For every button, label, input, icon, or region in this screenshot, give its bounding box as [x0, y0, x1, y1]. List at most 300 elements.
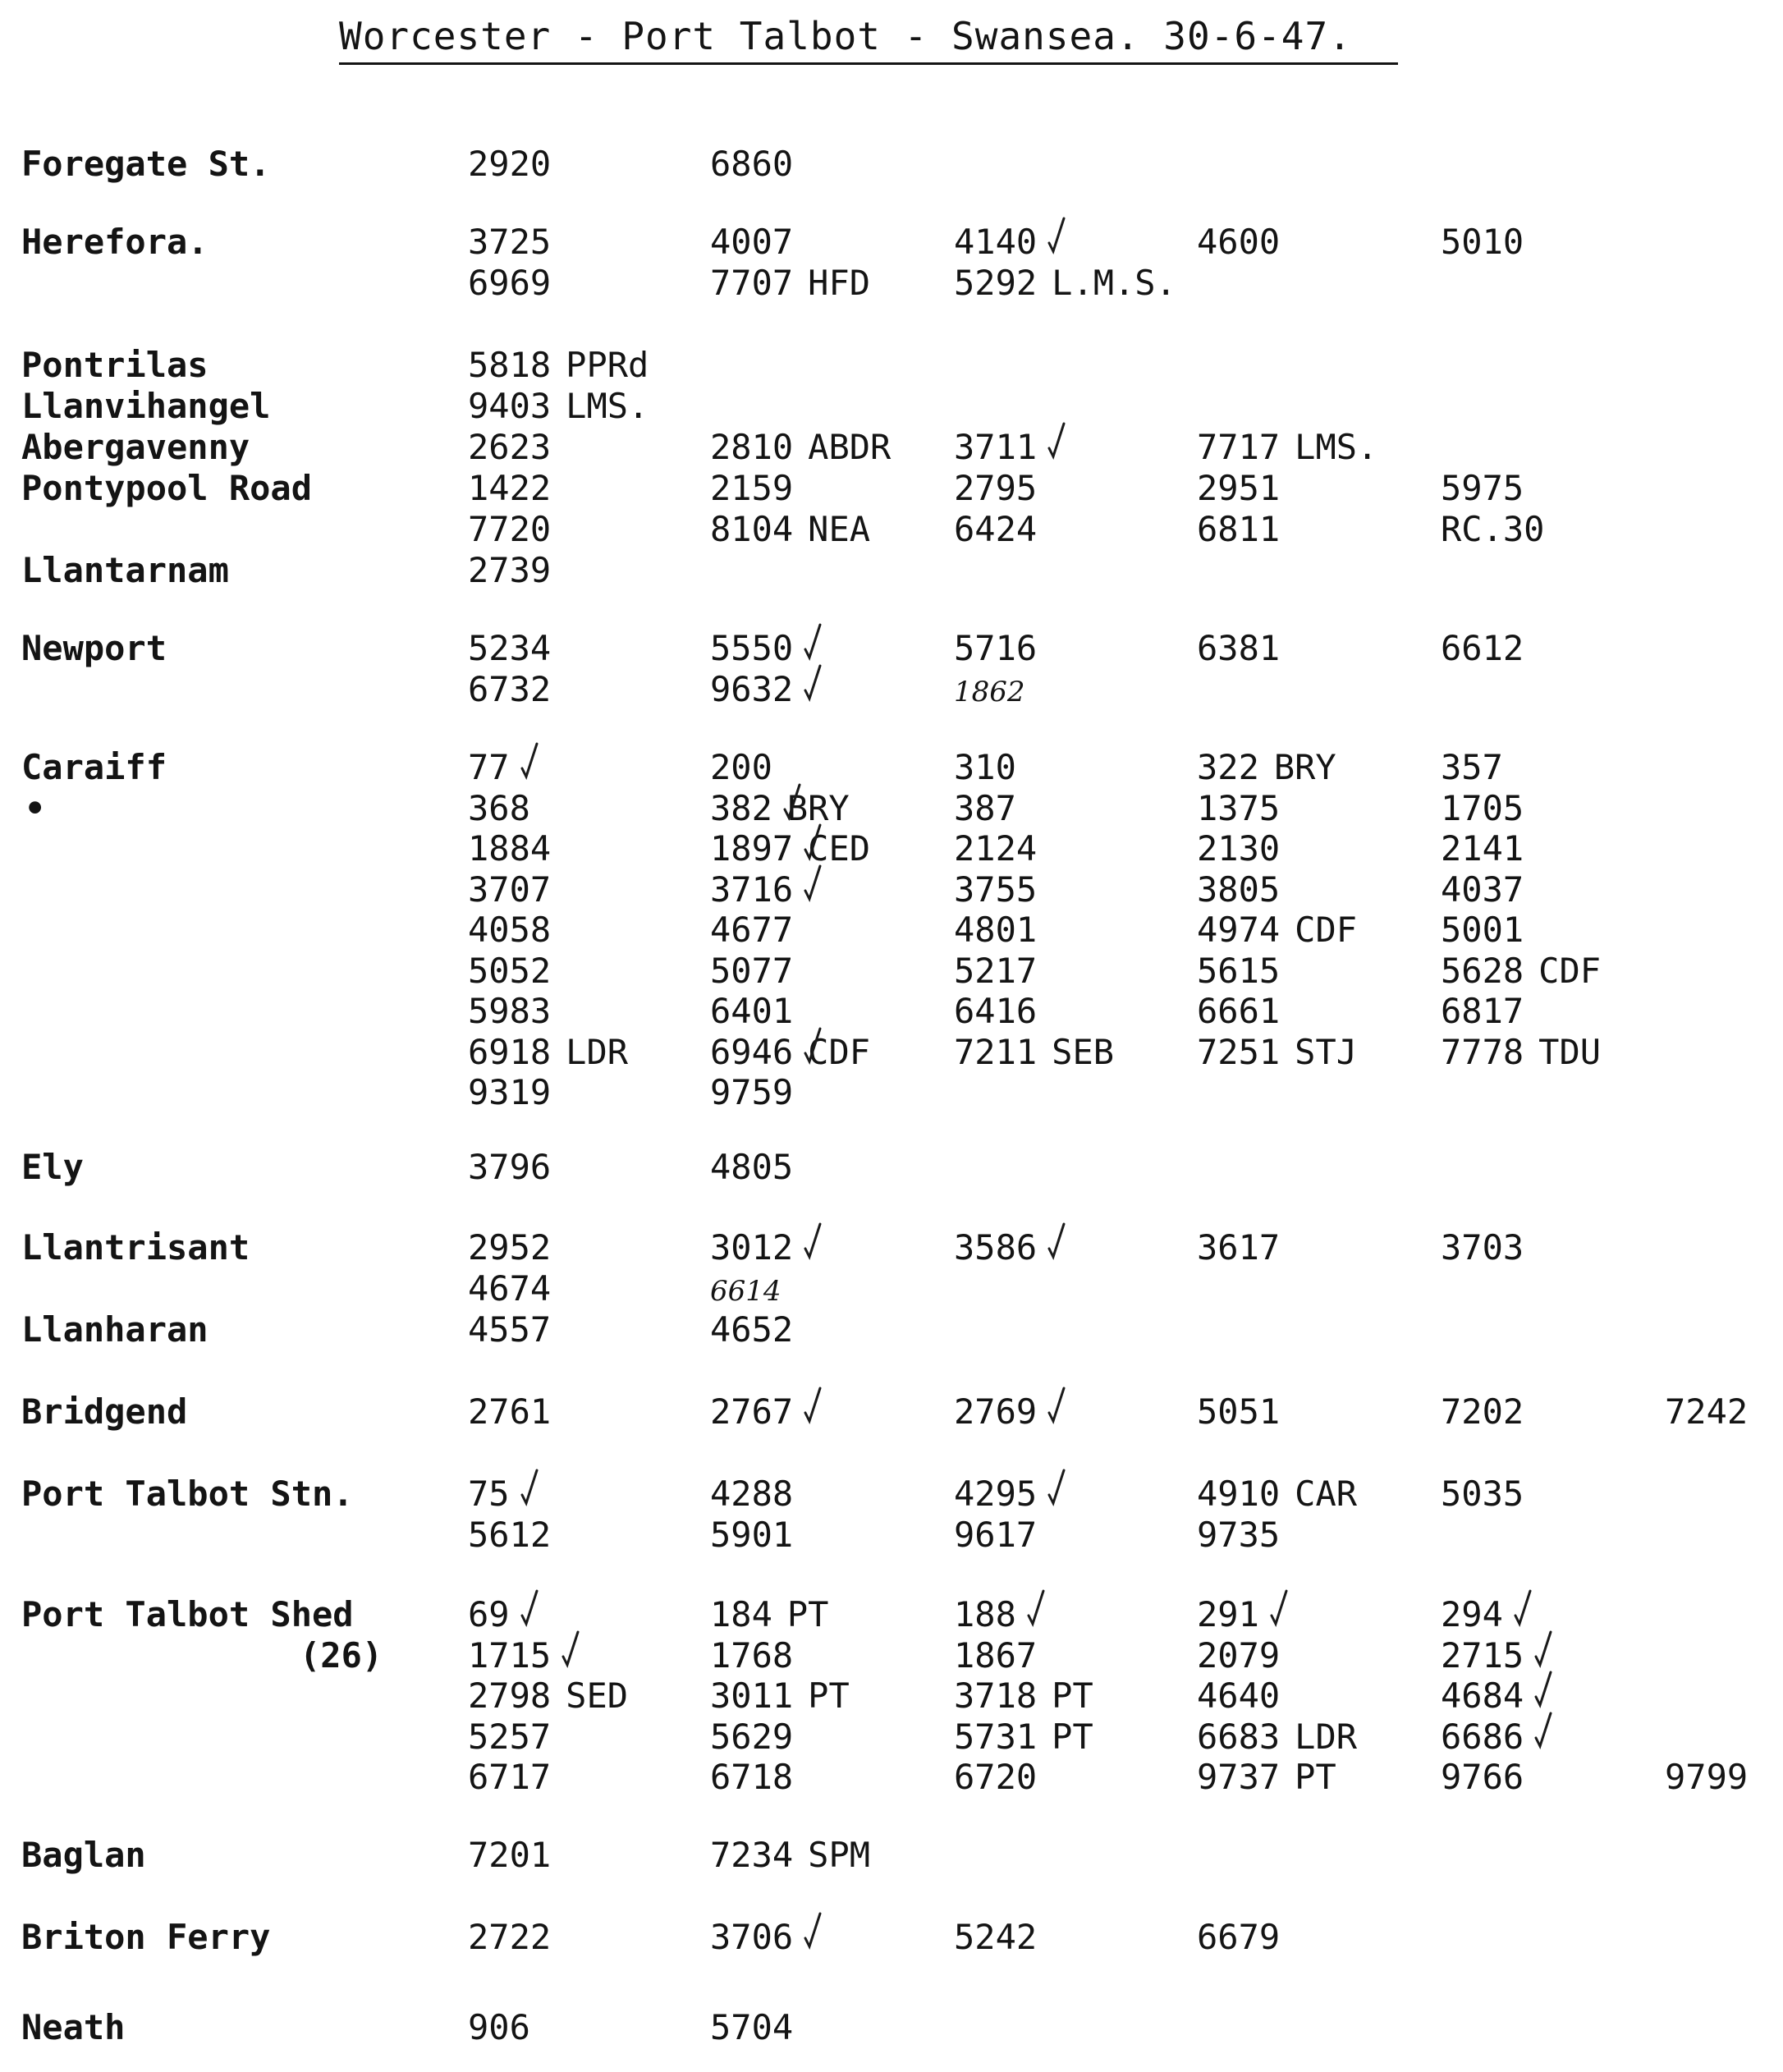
loco-number: 4600 [1197, 222, 1281, 262]
loco-entry [468, 1717, 551, 1758]
shed-code: CDF [808, 1031, 871, 1072]
loco-entry [468, 550, 551, 591]
loco-entry [468, 1594, 510, 1635]
loco-entry [468, 1474, 510, 1515]
loco-number: 1422 [468, 468, 552, 508]
checkmark-icon [519, 740, 543, 778]
shed-code: PT [786, 1594, 829, 1634]
loco-number: 1862 [954, 675, 1025, 708]
loco-number: 5550 [710, 628, 794, 668]
loco-entry [710, 1391, 793, 1433]
loco-number: 2810 [710, 427, 794, 467]
station-name: Llantarnam [21, 550, 229, 590]
loco-entry [954, 1391, 1037, 1433]
loco-number: 7234 [710, 1835, 794, 1875]
loco-number: 3011 [710, 1675, 794, 1716]
station-name: Llantrisant [21, 1227, 250, 1267]
loco-entry [954, 910, 1037, 951]
loco-entry [468, 910, 551, 951]
shed-code: BRY [1273, 747, 1336, 787]
loco-entry [954, 869, 1037, 910]
loco-number: 4684 [1441, 1675, 1524, 1716]
loco-entry [710, 951, 793, 992]
station-name: Caraiff [21, 747, 167, 787]
loco-entry [468, 1757, 551, 1798]
checkmark-icon [802, 863, 827, 901]
loco-entry [1441, 951, 1601, 992]
loco-entry [468, 628, 551, 669]
loco-entry [954, 427, 1037, 468]
loco-number: 2761 [468, 1391, 552, 1432]
loco-number: 6860 [710, 144, 794, 184]
shed-code: BRY [786, 787, 850, 828]
shed-code: PT [1295, 1757, 1336, 1797]
loco-number: 2124 [954, 828, 1038, 869]
station-name: Newport [21, 628, 167, 668]
loco-number: 9617 [954, 1514, 1038, 1555]
shed-code: SPM [808, 1835, 871, 1875]
loco-entry [954, 1675, 1093, 1717]
loco-number: 6612 [1441, 628, 1524, 668]
loco-number: 5242 [954, 1917, 1038, 1957]
station-name: Port Talbot Stn. [21, 1474, 354, 1514]
loco-number: 1897 [710, 828, 794, 869]
checkmark-icon [802, 1910, 827, 1948]
loco-number: 6401 [710, 991, 794, 1031]
station-name: Port Talbot Shed [21, 1594, 354, 1634]
loco-entry [954, 828, 1037, 869]
loco-entry [1197, 1675, 1280, 1717]
loco-entry [710, 869, 793, 910]
checkmark-icon [1046, 1467, 1070, 1505]
loco-number: 387 [954, 787, 1016, 828]
checkmark-icon [1533, 1710, 1557, 1748]
checkmark-icon [1268, 1588, 1293, 1625]
loco-entry [1441, 628, 1524, 669]
loco-number: 2079 [1197, 1634, 1281, 1675]
loco-number: 9766 [1441, 1757, 1524, 1797]
loco-entry [954, 669, 1025, 713]
loco-number: 5234 [468, 628, 552, 668]
loco-number: 382 [710, 787, 772, 828]
loco-entry [710, 144, 793, 185]
shed-code: PT [1052, 1716, 1093, 1757]
loco-number: 2767 [710, 1391, 794, 1432]
loco-entry [468, 345, 649, 386]
loco-entry [710, 1032, 870, 1073]
loco-entry [710, 427, 891, 468]
loco-number: 3716 [710, 869, 794, 910]
shed-code: NEA [808, 508, 871, 549]
loco-number: 310 [954, 747, 1016, 787]
checkmark-icon [1533, 1669, 1557, 1707]
station-name: Briton Ferry [21, 1917, 271, 1957]
loco-entry [1441, 1675, 1524, 1717]
loco-number: 7707 [710, 262, 794, 303]
station-name: Ely [21, 1147, 84, 1187]
loco-entry [1197, 509, 1280, 550]
checkmark-icon [781, 782, 806, 819]
loco-entry [954, 1032, 1114, 1073]
checkmark-icon [1046, 1385, 1070, 1423]
checkmark-icon [802, 1385, 827, 1423]
loco-entry [1197, 427, 1377, 468]
loco-entry [468, 1391, 551, 1433]
loco-number: 8104 [710, 508, 794, 549]
loco-number: 2715 [1441, 1634, 1524, 1675]
loco-entry [1441, 1227, 1524, 1268]
checkmark-icon [802, 662, 827, 700]
loco-number: 5217 [954, 950, 1038, 991]
loco-entry [710, 1474, 793, 1515]
loco-entry [954, 1757, 1037, 1798]
page-title: Worcester - Port Talbot - Swansea. 30-6-47. [339, 13, 1398, 65]
shed-code: HFD [808, 262, 871, 303]
loco-entry [468, 386, 649, 427]
station-name: Neath [21, 2007, 126, 2047]
loco-number: 3796 [468, 1147, 552, 1187]
loco-number: 2951 [1197, 468, 1281, 508]
loco-entry [468, 1072, 551, 1113]
loco-number: 4288 [710, 1474, 794, 1514]
loco-entry [710, 1717, 793, 1758]
loco-number: 5001 [1441, 910, 1524, 950]
loco-number: 7717 [1197, 427, 1281, 467]
loco-entry [1441, 468, 1524, 509]
loco-number: 3012 [710, 1227, 794, 1267]
loco-entry [954, 991, 1037, 1032]
loco-number: 2795 [954, 468, 1038, 508]
loco-entry [954, 1474, 1037, 1515]
loco-entry [468, 144, 551, 185]
loco-entry [954, 263, 1176, 304]
loco-number: 188 [954, 1594, 1016, 1634]
loco-number: 3703 [1441, 1227, 1524, 1267]
checkmark-icon [802, 1221, 827, 1258]
loco-number: 6718 [710, 1757, 794, 1797]
loco-number: 5292 [954, 262, 1038, 303]
loco-entry [710, 222, 793, 263]
loco-entry [710, 1757, 793, 1798]
loco-number: 6717 [468, 1757, 552, 1797]
loco-entry [1197, 747, 1336, 788]
loco-number: 5901 [710, 1514, 794, 1555]
loco-number: 4140 [954, 222, 1038, 262]
loco-entry [1441, 788, 1524, 829]
loco-number: 2798 [468, 1675, 552, 1716]
shed-code: PT [1052, 1675, 1093, 1716]
loco-entry [710, 628, 793, 669]
loco-entry [710, 1594, 828, 1635]
station-name: Baglan [21, 1835, 146, 1875]
loco-number: 5051 [1197, 1391, 1281, 1432]
loco-entry [468, 2007, 530, 2048]
loco-entry [710, 468, 793, 509]
loco-entry [710, 1227, 793, 1268]
loco-number: 9759 [710, 1072, 794, 1112]
loco-number: 291 [1197, 1594, 1259, 1634]
loco-number: 69 [468, 1594, 510, 1634]
shed-code: CAR [1295, 1474, 1358, 1514]
loco-number: 1867 [954, 1634, 1038, 1675]
loco-entry [1197, 951, 1280, 992]
loco-entry [710, 1268, 781, 1312]
loco-number: 1715 [468, 1634, 552, 1675]
shed-code: CDF [1538, 950, 1602, 991]
station-name: Pontrilas [21, 345, 209, 385]
loco-number: 5077 [710, 950, 794, 991]
loco-entry [710, 1917, 793, 1958]
loco-number: 357 [1441, 747, 1503, 787]
loco-number: 4037 [1441, 869, 1524, 910]
loco-number: 9632 [710, 668, 794, 709]
loco-entry [954, 1515, 1037, 1556]
loco-entry [710, 1675, 850, 1717]
loco-number: 2623 [468, 427, 552, 467]
loco-entry [954, 222, 1037, 263]
loco-number: 4058 [468, 910, 552, 950]
loco-number: 5731 [954, 1716, 1038, 1757]
loco-entry [1441, 1474, 1524, 1515]
loco-entry [954, 509, 1037, 550]
checkmark-icon [802, 621, 827, 659]
station-name: Foregate St. [21, 144, 271, 184]
loco-number: 6686 [1441, 1716, 1524, 1757]
loco-entry [1197, 1594, 1259, 1635]
loco-number: 2722 [468, 1917, 552, 1957]
loco-number: 5629 [710, 1716, 794, 1757]
loco-number: 3755 [954, 869, 1038, 910]
loco-number: 7720 [468, 508, 552, 549]
loco-entry [468, 1675, 628, 1717]
loco-number: 9319 [468, 1072, 552, 1112]
shed-code: CED [808, 828, 871, 869]
loco-number: 5035 [1441, 1474, 1524, 1514]
loco-number: 1705 [1441, 787, 1524, 828]
loco-number: 4677 [710, 910, 794, 950]
loco-entry [468, 222, 551, 263]
loco-entry [468, 468, 551, 509]
loco-number: 1884 [468, 828, 552, 869]
loco-entry [1197, 869, 1280, 910]
loco-number: 906 [468, 2007, 530, 2047]
loco-number: 5628 [1441, 950, 1524, 991]
checkmark-icon [802, 1025, 827, 1063]
loco-entry [710, 1147, 793, 1188]
loco-entry [1197, 1635, 1280, 1676]
loco-number: 9403 [468, 386, 552, 426]
loco-entry [954, 951, 1037, 992]
loco-entry [710, 1835, 870, 1876]
loco-entry [468, 1227, 551, 1268]
loco-number: 6424 [954, 508, 1038, 549]
loco-entry [954, 468, 1037, 509]
loco-entry [1197, 828, 1280, 869]
loco-entry [468, 1635, 551, 1676]
loco-entry [954, 1917, 1037, 1958]
loco-number: 5716 [954, 628, 1038, 668]
checkmark-icon [560, 1629, 584, 1666]
loco-number: 2952 [468, 1227, 552, 1267]
shed-code: LDR [1295, 1716, 1358, 1757]
loco-entry [1197, 1717, 1357, 1758]
loco-number: 2769 [954, 1391, 1038, 1432]
loco-number: 2159 [710, 468, 794, 508]
loco-entry [1441, 222, 1524, 263]
loco-number: 3706 [710, 1917, 794, 1957]
loco-entry [710, 1072, 793, 1113]
loco-entry [710, 1635, 793, 1676]
loco-entry [954, 1635, 1037, 1676]
loco-entry [1197, 788, 1280, 829]
loco-entry [468, 1147, 551, 1188]
loco-number: 75 [468, 1474, 510, 1514]
loco-entry [468, 869, 551, 910]
loco-entry [468, 263, 551, 304]
checkmark-icon [1025, 1588, 1050, 1625]
loco-entry [468, 1835, 551, 1876]
loco-number: 5612 [468, 1514, 552, 1555]
loco-number: 4910 [1197, 1474, 1281, 1514]
loco-number: 2739 [468, 550, 552, 590]
loco-number: 4007 [710, 222, 794, 262]
shed-code: ABDR [808, 427, 892, 467]
loco-entry [1197, 1227, 1280, 1268]
checkmark-icon [1046, 215, 1070, 253]
shed-code: TDU [1538, 1031, 1602, 1072]
loco-entry [1441, 1717, 1524, 1758]
loco-number: 294 [1441, 1594, 1503, 1634]
loco-entry [710, 263, 870, 304]
loco-entry [710, 1515, 793, 1556]
loco-number: 6614 [710, 1274, 781, 1308]
loco-number: 6918 [468, 1031, 552, 1072]
loco-entry [710, 828, 870, 869]
loco-entry [1441, 1594, 1503, 1635]
checkmark-icon [519, 1588, 543, 1625]
loco-number: 7242 [1665, 1391, 1749, 1432]
loco-number: 3586 [954, 1227, 1038, 1267]
checkmark-icon [1533, 1629, 1557, 1666]
station-name: Abergavenny [21, 427, 250, 467]
loco-entry [1197, 1515, 1280, 1556]
loco-number: 5052 [468, 950, 552, 991]
loco-entry [954, 1594, 1016, 1635]
checkmark-icon [1512, 1588, 1537, 1625]
station-name: Herefora. [21, 222, 209, 262]
loco-entry [710, 910, 793, 951]
loco-entry [1441, 1635, 1524, 1676]
loco-entry [1197, 628, 1280, 669]
loco-number: 2130 [1197, 828, 1281, 869]
station-name: Pontypool Road [21, 468, 313, 508]
loco-entry [468, 828, 551, 869]
loco-entry [468, 1032, 628, 1073]
loco-entry [1665, 1391, 1748, 1433]
shed-code: L.M.S. [1052, 262, 1176, 303]
loco-entry [468, 509, 551, 550]
loco-number: 6811 [1197, 508, 1281, 549]
loco-number: 4295 [954, 1474, 1038, 1514]
loco-entry [468, 1917, 551, 1958]
loco-entry [468, 669, 551, 710]
station-subnote: (26) [300, 1634, 383, 1675]
loco-number: 7202 [1441, 1391, 1524, 1432]
loco-number: 6683 [1197, 1716, 1281, 1757]
loco-number: 3711 [954, 427, 1038, 467]
loco-entry [468, 1309, 551, 1350]
loco-number: RC.30 [1441, 508, 1545, 549]
loco-number: 4674 [468, 1267, 552, 1309]
loco-entry [1441, 1757, 1524, 1798]
checkmark-icon [802, 822, 827, 860]
loco-entry [468, 951, 551, 992]
shed-code: SED [566, 1675, 629, 1716]
loco-entry [954, 788, 1016, 829]
shed-code: STJ [1295, 1031, 1358, 1072]
shed-code: LDR [566, 1031, 629, 1072]
loco-number: 6661 [1197, 991, 1281, 1031]
loco-number: 3617 [1197, 1227, 1281, 1267]
checkmark-icon [519, 1467, 543, 1505]
loco-entry [1441, 509, 1544, 550]
loco-entry [1441, 747, 1503, 788]
loco-entry [954, 1227, 1037, 1268]
loco-number: 5010 [1441, 222, 1524, 262]
shed-code: LMS. [566, 386, 649, 426]
loco-number: 1768 [710, 1634, 794, 1675]
loco-number: 4640 [1197, 1675, 1281, 1716]
station-name: Bridgend [21, 1391, 188, 1432]
loco-number: 4652 [710, 1309, 794, 1350]
loco-entry [710, 2007, 793, 2048]
loco-number: 3707 [468, 869, 552, 910]
loco-entry [468, 1268, 551, 1309]
loco-number: 6946 [710, 1031, 794, 1072]
loco-number: 6679 [1197, 1917, 1281, 1957]
loco-number: 6381 [1197, 628, 1281, 668]
loco-entry [1441, 869, 1524, 910]
loco-entry [954, 1717, 1093, 1758]
loco-number: 77 [468, 747, 510, 787]
loco-number: 200 [710, 747, 772, 787]
loco-entry [1665, 1757, 1748, 1798]
loco-number: 2920 [468, 144, 552, 184]
loco-number: 7211 [954, 1031, 1038, 1072]
loco-number: 5983 [468, 991, 552, 1031]
loco-number: 2141 [1441, 828, 1524, 869]
loco-entry [710, 747, 772, 788]
loco-entry [1441, 910, 1524, 951]
loco-entry [710, 991, 793, 1032]
shed-code: PPRd [566, 345, 649, 385]
loco-entry [468, 747, 510, 788]
loco-entry [1441, 1032, 1601, 1073]
shed-code: PT [808, 1675, 850, 1716]
loco-number: 322 [1197, 747, 1259, 787]
loco-number: 6720 [954, 1757, 1038, 1797]
loco-entry [710, 1309, 793, 1350]
loco-number: 6416 [954, 991, 1038, 1031]
loco-number: 3805 [1197, 869, 1281, 910]
loco-number: 7251 [1197, 1031, 1281, 1072]
loco-entry [710, 509, 870, 550]
loco-number: 6969 [468, 262, 552, 303]
loco-number: 368 [468, 787, 530, 828]
loco-number: 4974 [1197, 910, 1281, 950]
loco-entry [710, 788, 850, 829]
shed-code: SEB [1052, 1031, 1115, 1072]
